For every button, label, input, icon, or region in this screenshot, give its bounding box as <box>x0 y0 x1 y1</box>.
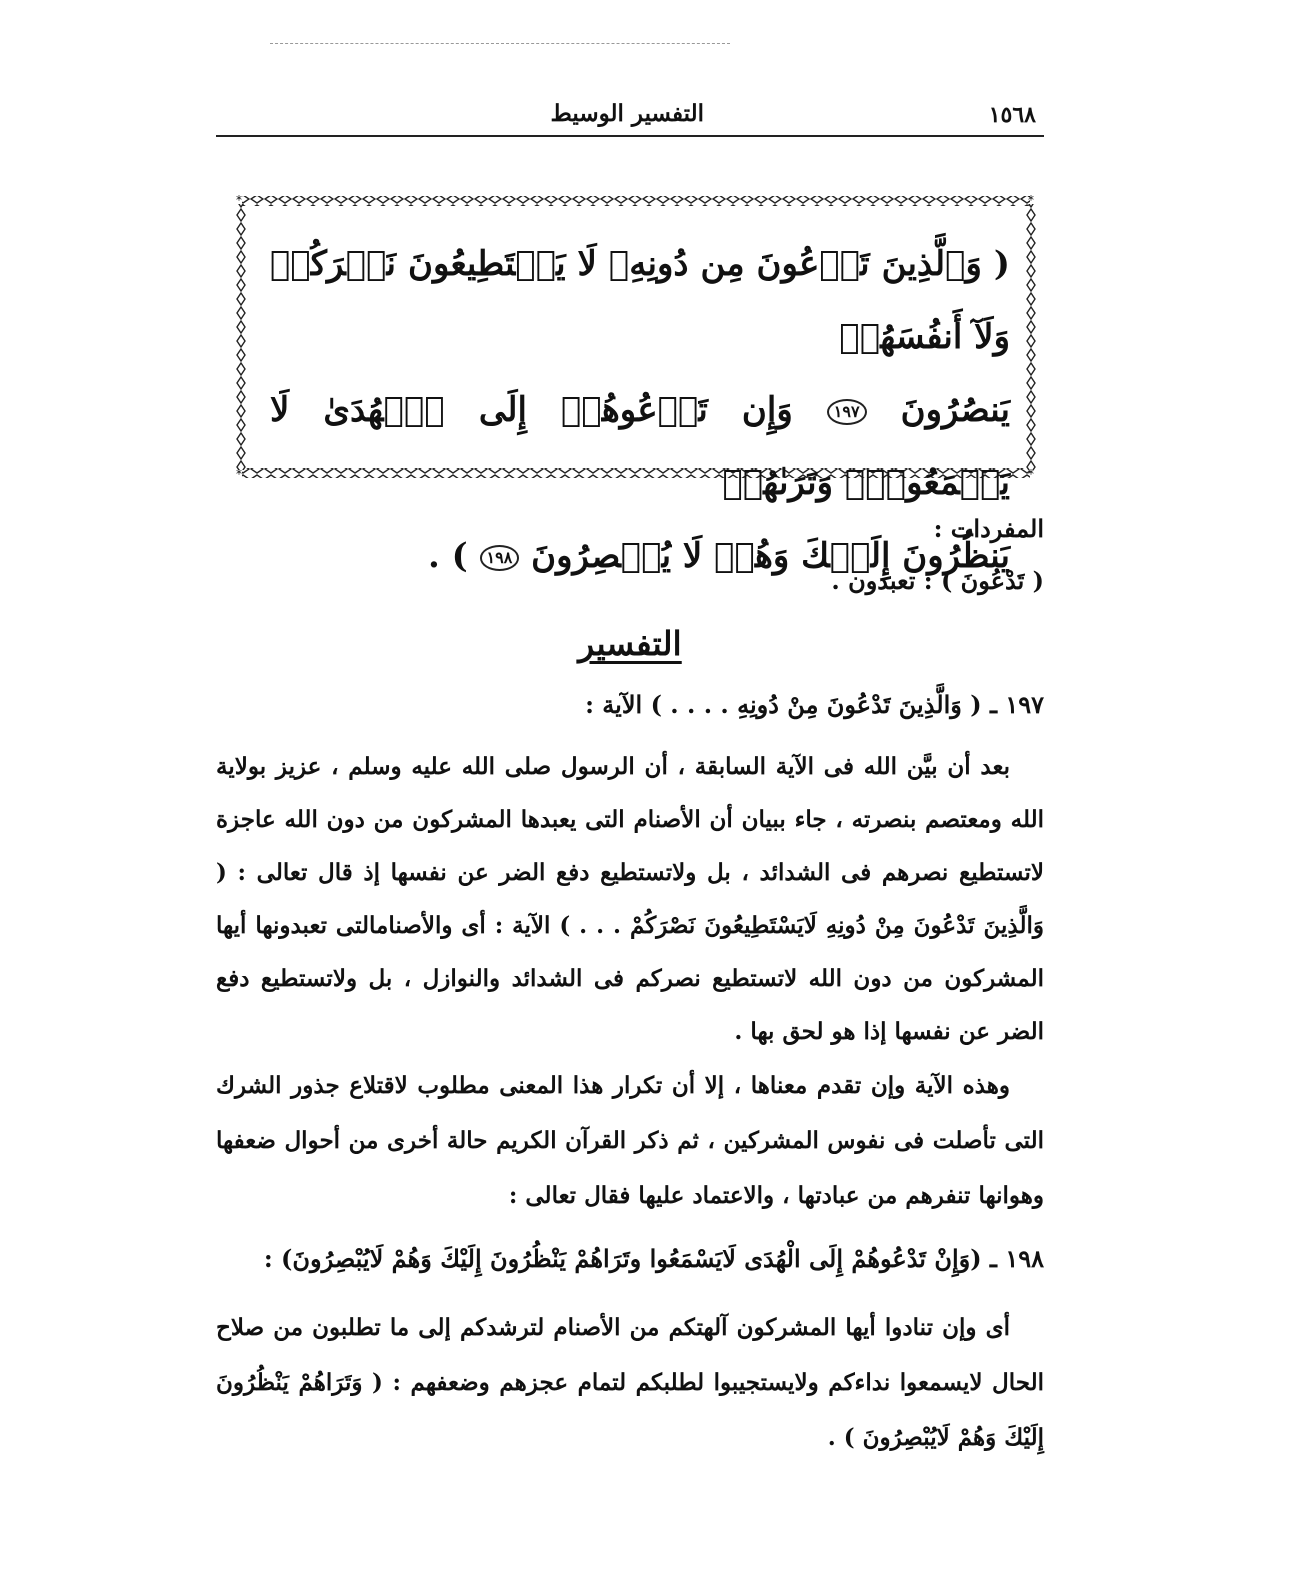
verse-line-3-start: يَنظُرُونَ إِلَيۡكَ وَهُمۡ لَا يُبۡصِرُونَ <box>531 536 1010 576</box>
svg-text:*: * <box>1028 194 1034 207</box>
page-number: ١٥٦٨ <box>988 102 1036 128</box>
verse-line-2 <box>270 374 1010 520</box>
verse-198-heading: ١٩٨ ـ (وَإِنْ تَدْعُوهُمْ إِلَى الْهُدَى لَايَسْمَعُوا وتَرَاهُمْ يَنْظُرُونَ إِلَيْكَ وَهُمْ لَايُبْصِرُونَ) : <box>263 1244 1044 1273</box>
verse-line-3-end: ) . <box>427 536 468 576</box>
header-rule <box>216 135 1044 137</box>
section-title: التفسير <box>578 624 682 663</box>
paragraph-2: وهذه الآية وإن تقدم معناها ، إلا أن تكرار هذا المعنى مطلوب لاقتلاع جذور الشرك التى تأصلت فى نفوس المشركين ، ثم ذكر القرآن الكريم حالة أخرى من أحوال ضعفها وهوانها تنفرهم من عبادتها ، والاعتماد عليها فقال تعالى : <box>216 1072 1044 1209</box>
verse-line-2-start: يَنصُرُونَ <box>900 390 1010 430</box>
vocab-heading: المفردات : <box>933 514 1044 543</box>
verse-line-2-end: وَإِن تَدۡعُوهُمۡ إِلَى ٱلۡهُدَىٰ لَا يَسۡمَعُواْۖ وَتَرَىٰهُمۡ <box>270 390 1010 503</box>
running-title: التفسير الوسيط <box>550 100 704 127</box>
paragraph-3: أى وإن تنادوا أيها المشركون آلهتكم من الأصنام لترشدكم إلى ما تطلبون من صلاح الحال لايسمعوا نداءكم ولايستجيبوا لطلبكم لتمام عجزهم وضعفهم : ( وَتَرَاهُمْ يَنْظُرُونَ إِلَيْكَ وَهُمْ لَايُبْصِرُونَ ) . <box>216 1314 1044 1451</box>
paragraph-1: بعد أن بيَّن الله فى الآية السابقة ، أن الرسول صلى الله عليه وسلم ، عزيز بولاية الله ومعتصم بنصرته ، جاء ببيان أن الأصنام التى يعبدها المشركون من دون الله عاجزة لاتستطيع نصرهم فى الشدائد ، بل ولاتستطيع دفع الضر عن نفسها إذ قال تعالى : ( وَالَّذِينَ تَدْعُونَ مِنْ دُونِهِ لَايَسْتَطِيعُونَ نَصْرَكُمْ . . . ) الآية : أى والأصنامالتى تعبدونها أيها المشركون من دون الله لاتستطيع نصركم فى الشدائد والنوازل ، بل ولاتستطيع دفع الضر عن نفسها إذا هو لحق بها . <box>216 753 1044 1045</box>
running-header <box>216 96 1044 136</box>
svg-text:*: * <box>1028 467 1034 480</box>
verse-number-197: ١٩٧ <box>827 399 867 425</box>
verse-197-heading: ١٩٧ ـ ( وَالَّذِينَ تَدْعُونَ مِنْ دُونِهِ . . . . ) الآية : <box>585 690 1044 719</box>
svg-text:*: * <box>236 467 242 480</box>
top-dashed-rule <box>270 43 730 44</box>
svg-text:*: * <box>236 194 242 207</box>
vocab-entry: ( تَدْعُونَ ) : تعبدون . <box>831 566 1044 595</box>
verse-line-1: ( وَٱلَّذِينَ تَدۡعُونَ مِن دُونِهِۦ لَا يَسۡتَطِيعُونَ نَصۡرَكُمۡ وَلَآ أَنفُسَهُمۡ <box>270 244 1010 357</box>
verse-number-198: ١٩٨ <box>480 545 520 571</box>
